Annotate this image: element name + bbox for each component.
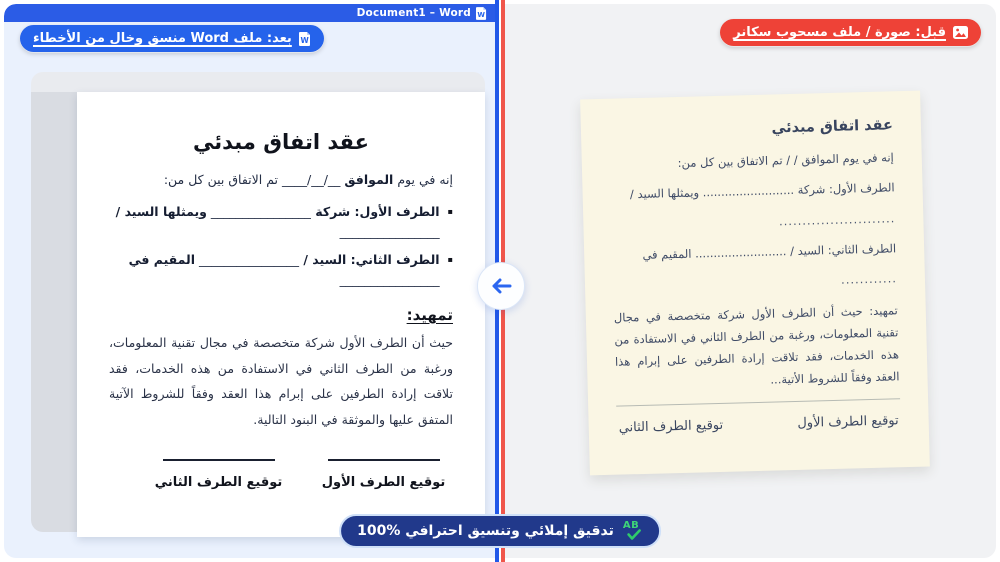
preamble-paragraph: حيث أن الطرف الأول شركة متخصصة في مجال تقنية المعلومات، ورغبة من الطرف الثاني في الاستفادة من هذه الخدمات، فقد تلاقت إرادة الطرفين على إبرام هذا العقد وفقاً للشروط الآتية المتفق عليها والموثقة في البنود التالية. [109, 335, 453, 427]
party-second-label: الطرف الثاني: السيد / [299, 252, 440, 267]
signature-block [109, 459, 453, 490]
comparison-slider-handle[interactable] [477, 262, 525, 310]
scan-divider-line [616, 398, 900, 406]
bottom-status-badge [339, 514, 661, 548]
scan-party-second-line: الطرف الثاني: السيد / ......................... المقيم في [642, 241, 897, 262]
before-pane [503, 4, 996, 558]
svg-text:W: W [300, 35, 309, 45]
scan-preamble-paragraph: تمهيد: حيث أن الطرف الأول شركة متخصصة في مجال تقنية المعلومات، ورغبة من الطرف الثاني في الاستفادة من هذه الخدمات، فقد تلاقت إرادة الطرفين على إبرام هذا العقد وفقاً للشروط الأتية... [613, 303, 900, 387]
before-badge-label: قبل: صورة / ملف مسحوب سكانر [733, 25, 946, 40]
word-doc-icon [299, 32, 311, 46]
party-first-label: الطرف الأول: شركة [310, 204, 440, 219]
titlebar-title: Document1 – Word [356, 7, 471, 19]
scan-party-first-line: الطرف الأول: شركة ......................... ويمثلها السيد / [629, 180, 895, 202]
after-badge [20, 25, 324, 52]
signature-line [163, 459, 275, 461]
contract-title: عقد اتفاق مبدئي [193, 130, 369, 154]
parties-list [109, 202, 453, 290]
scan-intro-line: إنه في يوم الموافق / / تم الاتفاق بين كل من: [677, 150, 894, 170]
svg-text:W: W [477, 10, 485, 19]
bullet-icon: ▪ [447, 207, 453, 216]
scan-dotted-blank: ......................... [778, 210, 896, 228]
before-badge [720, 19, 981, 46]
party-first-blank2: ________________ [339, 224, 440, 239]
intro-pre: إنه في يوم [393, 172, 453, 187]
scanned-paper [580, 91, 930, 476]
spellcheck-icon [623, 520, 643, 542]
image-icon [953, 26, 968, 39]
party-second-text [109, 250, 440, 290]
after-badge-label: بعد: ملف Word منسق وخال من الأخطاء [33, 31, 292, 46]
preamble-heading: تمهيد: [406, 306, 453, 324]
contract-intro [109, 170, 453, 190]
spellcheck-letters: AB [622, 520, 640, 531]
party-second-blank2: ________________ [339, 272, 440, 287]
signature-line [328, 459, 440, 461]
scan-signature-row [617, 413, 901, 435]
signature-second-party [149, 459, 288, 490]
bottom-badge-label: تدقيق إملائي وتنسيق احترافي %100 [357, 523, 614, 539]
scan-contract-title: عقد اتفاق مبدئي [771, 117, 894, 137]
after-pane [4, 4, 497, 558]
party-item-second [109, 250, 453, 290]
scan-signature-label-second: توقيع الطرف الثاني [618, 417, 724, 436]
word-titlebar [4, 4, 497, 22]
left-arrow-icon [490, 278, 512, 294]
party-first-label2: ويمثلها السيد / [115, 204, 207, 219]
intro-bold: الموافق [344, 172, 394, 187]
scan-dotted-blank: ............ [840, 271, 898, 287]
party-first-text [109, 202, 440, 242]
party-item-first [109, 202, 453, 242]
bullet-icon: ▪ [447, 255, 453, 264]
scan-signature-label-first: توقيع الطرف الأول [797, 412, 899, 431]
intro-post: __/__/____ تم الاتفاق بين كل من: [163, 172, 345, 187]
party-first-blank1: ________________ [206, 204, 311, 219]
signature-label-second: توقيع الطرف الثاني [154, 474, 283, 490]
party-second-label2: المقيم في [128, 252, 196, 267]
word-file-icon [476, 7, 487, 20]
signature-label-first: توقيع الطرف الأول [321, 474, 446, 490]
word-document-page [77, 92, 485, 537]
party-second-blank1: ________________ [195, 252, 300, 267]
signature-first-party [314, 459, 453, 490]
